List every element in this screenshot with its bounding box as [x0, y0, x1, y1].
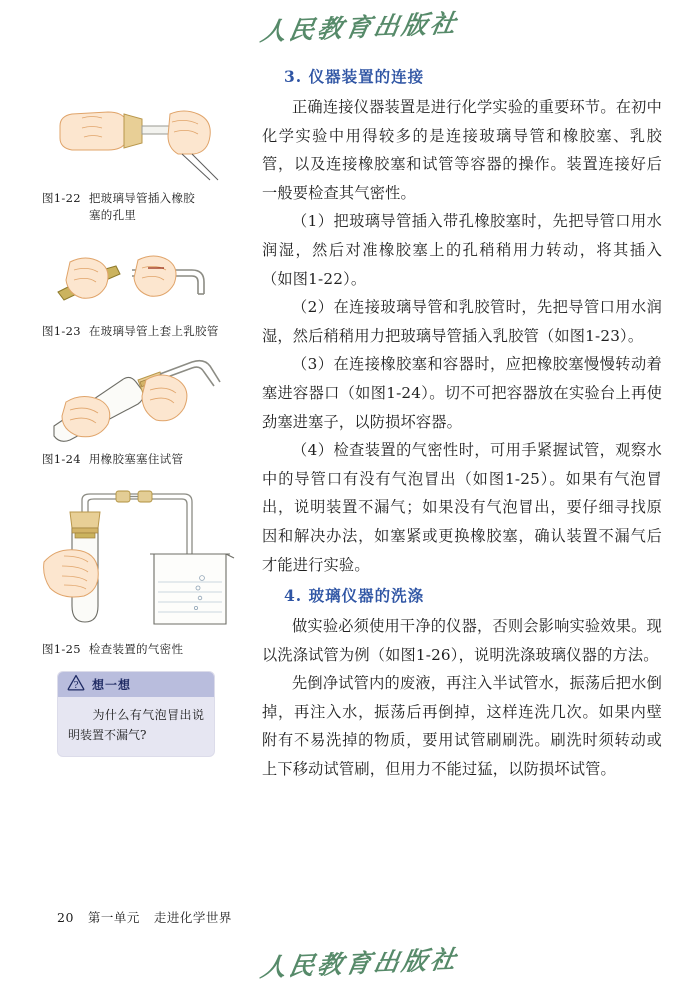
paragraph-3-3: （2）在连接玻璃导管和乳胶管时，先把导管口用水润湿，然后稍稍用力把玻璃导管插入乳胶管（如图1-23）。: [262, 298, 662, 345]
paragraph-4-1: 做实验必须使用干净的仪器，否则会影响实验效果。现以洗涤试管为例（如图1-26），说明洗涤玻璃仪器的方法。: [262, 617, 662, 664]
footer-chapter: 走进化学世界: [153, 910, 232, 925]
page-number: 20: [57, 910, 74, 925]
figure-1-22: [42, 88, 242, 224]
figure-1-22-illustration: [42, 88, 242, 187]
figure-1-23-caption: [42, 323, 242, 340]
figure-1-25-caption: [42, 641, 242, 658]
publisher-logo-top: 人民教育出版社: [258, 8, 462, 47]
figure-1-25: [42, 482, 242, 658]
section-heading-4: 4. 玻璃仪器的洗涤: [284, 586, 425, 606]
footer-unit: 第一单元: [87, 910, 140, 925]
think-box: [58, 672, 214, 756]
paragraph-3-1: 正确连接仪器装置是进行化学实验的重要环节。在初中化学实验中用得较多的是连接玻璃导管和橡胶塞、乳胶管，以及连接橡胶塞和试管等容器的操作。装置连接好后一般要检查其气密性。: [262, 98, 662, 202]
paragraph-4-2: 先倒净试管内的废液，再注入半试管水，振荡后把水倒掉，再注入水，振荡后再倒掉，这样连洗几次。如果内壁附有不易洗掉的物质，要用试管刷刷洗。刷洗时须转动或上下移动试管刷，但用力不能过猛，以防损坏试管。: [262, 674, 662, 779]
paragraph-3-5: （4）检查装置的气密性时，可用手紧握试管，观察水中的导管口有没有气泡冒出（如图1-25）。如果有气泡冒出，说明装置不漏气；如果没有气泡冒出，要仔细寻找原因和解决办法，如塞紧或更换橡胶塞，确认装置不漏气后才能进行实验。: [262, 441, 662, 574]
think-box-question-text: 为什么有气泡冒出说明装置不漏气?: [68, 708, 204, 742]
figure-1-25-id: 图1-25: [42, 642, 81, 656]
figure-1-22-caption: [42, 190, 242, 224]
figure-1-22-id: 图1-22: [42, 191, 81, 205]
figure-1-24-caption: [42, 451, 242, 468]
question-triangle-icon: [67, 674, 85, 695]
body-text-column: [262, 60, 662, 784]
figure-1-24-id: 图1-24: [42, 452, 81, 466]
figure-1-23-illustration: [42, 236, 242, 320]
paragraph-3-2: （1）把玻璃导管插入带孔橡胶塞时，先把导管口用水润湿，然后对准橡胶塞上的孔稍稍用力转动，将其插入（如图1-22）。: [262, 212, 662, 288]
think-box-question: [58, 697, 214, 756]
section-heading-3: 3. 仪器装置的连接: [284, 67, 425, 86]
page-footer: [57, 908, 232, 926]
figure-1-23: [42, 236, 242, 340]
think-box-header: [58, 672, 214, 697]
figure-1-22-caption-line1: 把玻璃导管插入橡胶: [88, 191, 196, 205]
figure-1-23-caption-line1: 在玻璃导管上套上乳胶管: [88, 324, 219, 338]
svg-text:?: ?: [73, 680, 79, 691]
figure-1-24-illustration: [42, 352, 242, 448]
figure-1-24: [42, 352, 242, 468]
figure-1-25-caption-line1: 检查装置的气密性: [88, 642, 184, 656]
figure-1-24-caption-line1: 用橡胶塞塞住试管: [88, 452, 184, 466]
figure-column: [42, 88, 242, 664]
figure-1-23-id: 图1-23: [42, 324, 81, 338]
paragraph-3-4: （3）在连接橡胶塞和容器时，应把橡胶塞慢慢转动着塞进容器口（如图1-24）。切不可把容器放在实验台上再使劲塞进塞子，以防损坏容器。: [262, 355, 662, 431]
publisher-logo-bottom: 人民教育出版社: [258, 944, 462, 983]
think-box-title: 想一想: [92, 678, 132, 692]
figure-1-25-illustration: [42, 482, 242, 638]
figure-1-22-caption-line2: 塞的孔里: [89, 208, 137, 222]
